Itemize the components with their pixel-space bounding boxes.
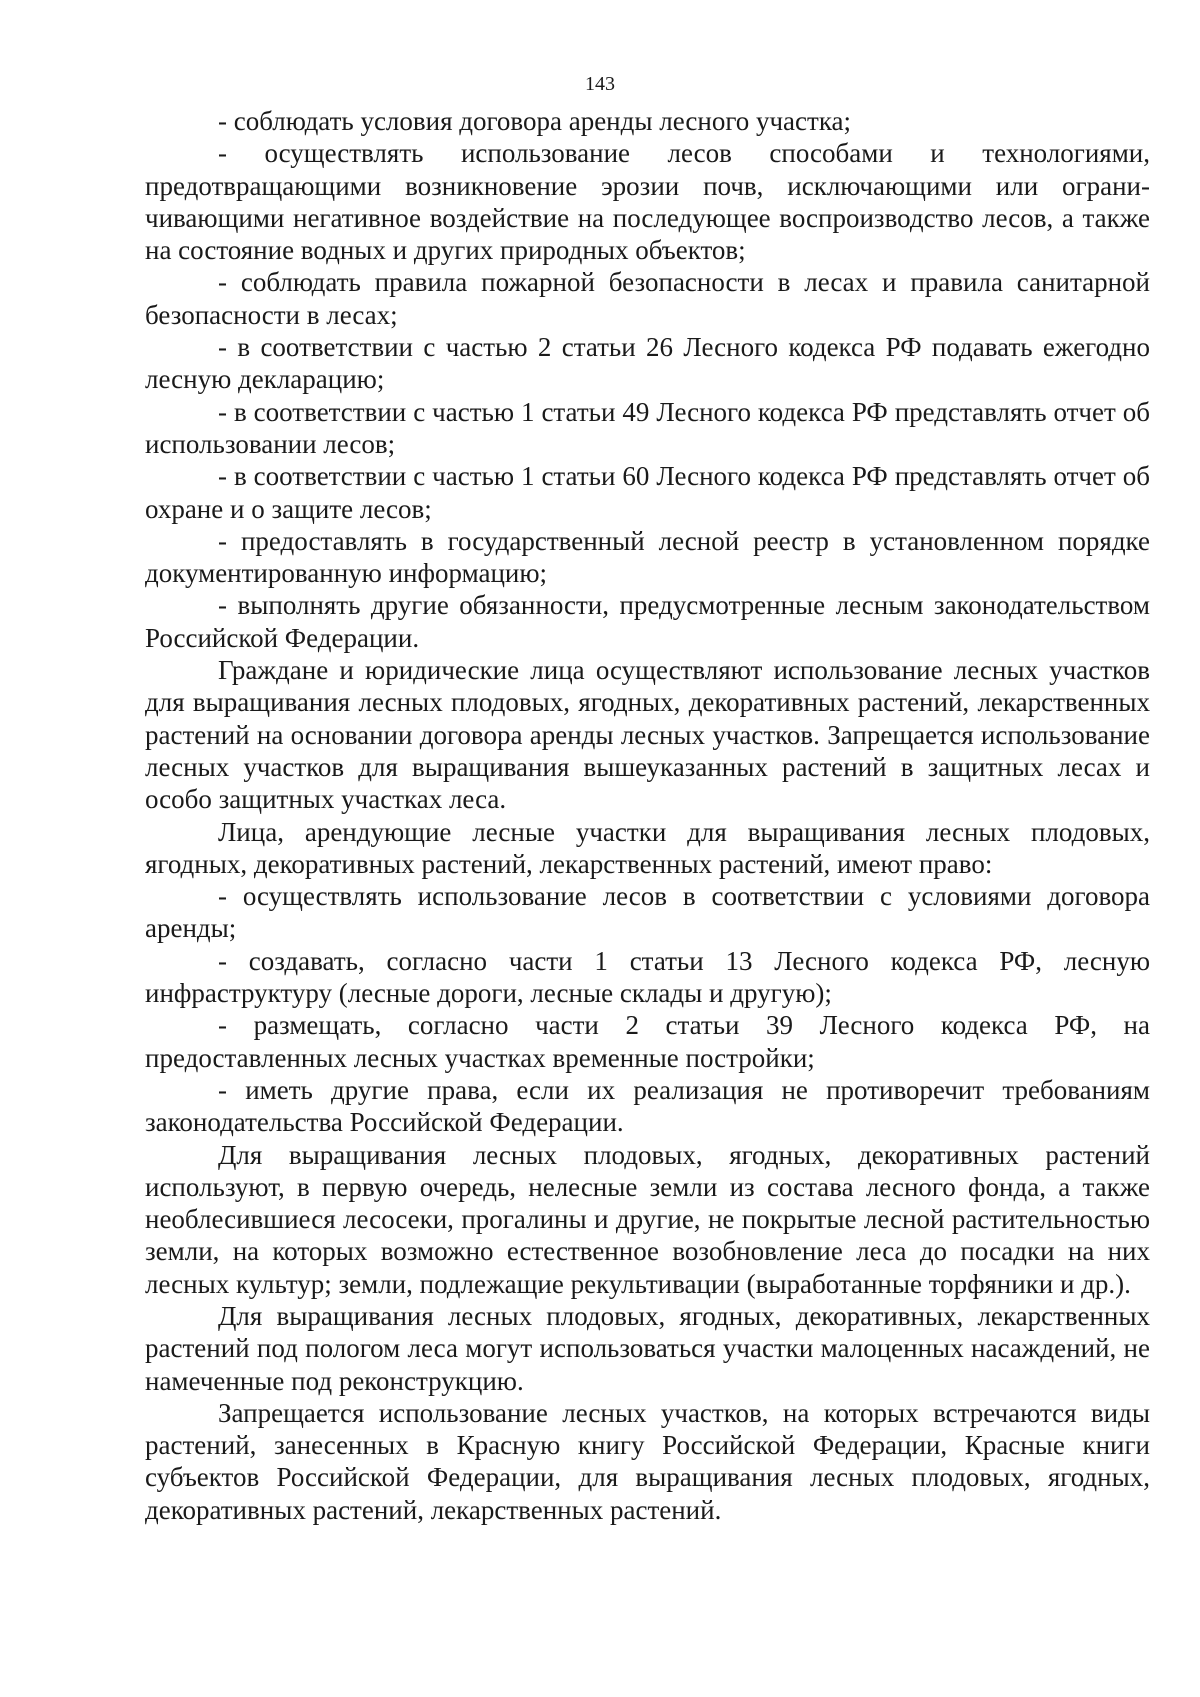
paragraph-list-item: - в соответствии с частью 2 статьи 26 Лесного кодекса РФ подавать ежегодно лесную декларацию; — [145, 332, 1150, 395]
paragraph-list-item: - соблюдать правила пожарной безопасности в лесах и правила санитарной безопасности в лесах; — [145, 267, 1150, 330]
page-number: 143 — [585, 73, 615, 95]
paragraph-list-item: - в соответствии с частью 1 статьи 49 Лесного кодекса РФ представлять отчет об использовании лесов; — [145, 396, 1150, 459]
paragraph: Для выращивания лесных плодовых, ягодных, декоративных растений используют, в первую очередь, нелесные земли из состава лесного фонда, а также необлесившиеся лесосеки, прогалины и другие, не покрытые лесной растительностью земли, на которых возможно естественное возобновление леса до посадки на них лесных культур; земли, подлежащие рекультивации (выработанные торфяники и др.). — [145, 1139, 1150, 1299]
paragraph-list-item: - соблюдать условия договора аренды лесного участка; — [218, 106, 852, 136]
paragraph-list-item: - размещать, согласно части 2 статьи 39 Лесного кодекса РФ, на предоставленных лесных участках временные постройки; — [145, 1010, 1150, 1073]
paragraph: Запрещается использование лесных участков, на которых встречаются виды растений, занесенных в Красную книгу Российской Федерации, Красные книги субъектов Российской Федерации, для выращивания лесных плодовых, ягодных, декоративных растений, лекарственных растений. — [145, 1397, 1150, 1525]
paragraph-list-item: - предоставлять в государственный лесной реестр в установленном порядке документированную информацию; — [145, 525, 1150, 589]
paragraph-list-item: - выполнять другие обязанности, предусмотренные лесным законодательством Российской Федерации. — [145, 590, 1150, 653]
paragraph-list-item: - в соответствии с частью 1 статьи 60 Лесного кодекса РФ представлять отчет об охране и о защите лесов; — [145, 461, 1150, 524]
paragraph: Для выращивания лесных плодовых, ягодных, декоративных, лекарственных растений под пологом леса могут использоваться участки малоценных насаждений, не намеченные под реконструкцию. — [145, 1300, 1150, 1396]
paragraph-list-item: - создавать, согласно части 1 статьи 13 Лесного кодекса РФ, лесную инфраструктуру (лесные дороги, лесные склады и другую); — [145, 945, 1150, 1009]
paragraph: Граждане и юридические лица осуществляют использование лесных участков для выращивания лесных плодовых, ягодных, декоративных растений, лекарственных растений на основании договора аренды лесных участков. Запрещается использование лесных участков для выращивания вышеуказанных растений в защитных лесах и особо защитных участках леса. — [145, 655, 1150, 815]
document-body — [145, 105, 1150, 1526]
paragraph: Лица, арендующие лесные участки для выращивания лесных плодовых, ягодных, декоративных растений, лекарственных растений, имеют право: — [145, 816, 1150, 879]
paragraph-list-item: - осуществлять использование лесов способами и технологиями, предотвращающими возникновение эрозии почв, исключающими или ограничивающими негативное воздействие на последующее воспроизводство лесов, а также на состояние водных и других природных объектов; — [145, 138, 1150, 266]
paragraph-list-item: - иметь другие права, если их реализация не противоречит требованиям законодательства Российской Федерации. — [145, 1074, 1150, 1138]
paragraph-list-item: - осуществлять использование лесов в соответствии с условиями договора аренды; — [145, 881, 1150, 944]
